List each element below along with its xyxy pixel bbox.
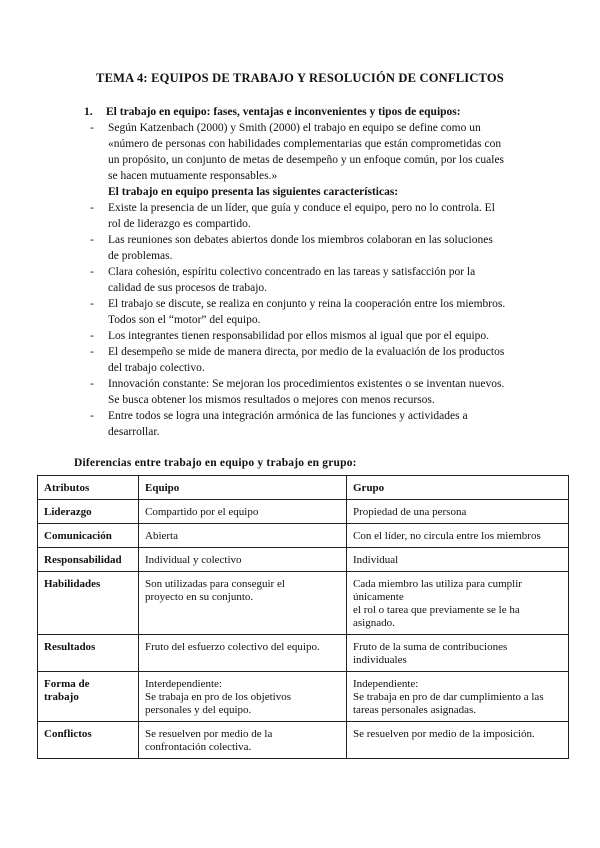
- cell-line: Con el líder, no circula entre los miembros: [353, 530, 541, 542]
- header-equipo: Equipo: [139, 476, 347, 500]
- list-item: [84, 296, 524, 328]
- cell-line: Resultados: [44, 641, 96, 653]
- list-item: [84, 376, 524, 408]
- table-row: [38, 672, 569, 722]
- cell-line: Independiente:: [353, 678, 419, 690]
- section-heading-text: El trabajo en equipo: fases, ventajas e inconvenientes y tipos de equipos:: [106, 106, 461, 118]
- bullet-dash: -: [90, 410, 94, 422]
- list-item-line: Todos son el “motor” del equipo.: [108, 314, 261, 326]
- list-item-line: Se busca obtener los mismos resultados o mejores con menos recursos.: [108, 394, 435, 406]
- table-header-row: [38, 476, 569, 500]
- cell-line: únicamente: [353, 591, 404, 603]
- cell-grupo: [347, 524, 569, 548]
- cell-line: el rol o tarea que previamente se le ha: [353, 604, 520, 616]
- cell-line: Comunicación: [44, 530, 112, 542]
- cell-grupo: [347, 572, 569, 635]
- list-item: [84, 200, 524, 232]
- cell-attribute: [38, 722, 139, 759]
- cell-line: personales y del equipo.: [145, 704, 252, 716]
- list-item-line: Los integrantes tienen responsabilidad por ellos mismos al igual que por el equipo.: [108, 330, 490, 342]
- header-atributos: Atributos: [38, 476, 139, 500]
- cell-grupo: [347, 672, 569, 722]
- table-row: [38, 722, 569, 759]
- cell-line: confrontación colectiva.: [145, 741, 252, 753]
- list-item-line: El trabajo se discute, se realiza en conjunto y reina la cooperación entre los miembros.: [108, 298, 506, 310]
- cell-grupo: [347, 722, 569, 759]
- bullet-dash: -: [90, 330, 94, 342]
- cell-line: individuales: [353, 654, 407, 666]
- cell-line: Fruto del esfuerzo colectivo del equipo.: [145, 641, 320, 653]
- intro-line: un propósito, un conjunto de metas de desempeño y un enfoque común, por los cuales: [108, 154, 505, 166]
- cell-line: Liderazgo: [44, 506, 92, 518]
- cell-line: Habilidades: [44, 578, 101, 590]
- table-row: [38, 500, 569, 524]
- list-item-line: del trabajo colectivo.: [108, 362, 205, 374]
- characteristics-heading: El trabajo en equipo presenta las siguientes características:: [108, 186, 399, 198]
- table-row: [38, 635, 569, 672]
- cell-line: Se trabaja en pro de dar cumplimiento a las: [353, 691, 544, 703]
- cell-line: Se resuelven por medio de la: [145, 728, 273, 740]
- cell-equipo: [139, 672, 347, 722]
- list-item-line: Clara cohesión, espíritu colectivo concentrado en las tareas y satisfacción por la: [108, 266, 476, 278]
- cell-line: Cada miembro las utiliza para cumplir: [353, 578, 522, 590]
- cell-line: Son utilizadas para conseguir el: [145, 578, 285, 590]
- intro-line: se hacen mutuamente responsables.»: [108, 170, 278, 182]
- list-item-line: desarrollar.: [108, 426, 160, 438]
- list-item-line: Innovación constante: Se mejoran los procedimientos existentes o se inventan nuevos.: [108, 378, 505, 390]
- table-row: [38, 572, 569, 635]
- cell-line: Se trabaja en pro de los objetivos: [145, 691, 292, 703]
- cell-line: Propiedad de una persona: [353, 506, 467, 518]
- section-1: [84, 104, 524, 440]
- table-row: [38, 548, 569, 572]
- cell-line: Forma de: [44, 678, 90, 690]
- differences-table: [37, 475, 569, 759]
- cell-grupo: [347, 635, 569, 672]
- cell-line: Individual y colectivo: [145, 554, 242, 566]
- cell-equipo: [139, 500, 347, 524]
- cell-attribute: [38, 572, 139, 635]
- cell-line: proyecto en su conjunto.: [145, 591, 254, 603]
- list-item-line: Existe la presencia de un líder, que guía y conduce el equipo, pero no lo controla. El: [108, 202, 495, 214]
- cell-grupo: [347, 548, 569, 572]
- bullet-dash: -: [90, 346, 94, 358]
- cell-grupo: [347, 500, 569, 524]
- cell-equipo: [139, 722, 347, 759]
- cell-line: asignado.: [353, 617, 395, 629]
- list-item-line: rol de liderazgo es compartido.: [108, 218, 251, 230]
- cell-line: Fruto de la suma de contribuciones: [353, 641, 508, 653]
- cell-equipo: [139, 524, 347, 548]
- list-item: [84, 264, 524, 296]
- bullet-dash: -: [90, 122, 94, 134]
- cell-line: Interdependiente:: [145, 678, 222, 690]
- cell-equipo: [139, 572, 347, 635]
- list-item: [84, 408, 524, 440]
- intro-bullet: [84, 120, 524, 184]
- list-item-line: Entre todos se logra una integración armónica de las funciones y actividades a: [108, 410, 468, 422]
- cell-attribute: [38, 548, 139, 572]
- bullet-dash: -: [90, 234, 94, 246]
- list-item: [84, 328, 524, 344]
- table-title: Diferencias entre trabajo en equipo y trabajo en grupo:: [74, 457, 357, 469]
- cell-line: Conflictos: [44, 728, 92, 740]
- cell-attribute: [38, 524, 139, 548]
- list-item: [84, 232, 524, 264]
- bullet-dash: -: [90, 298, 94, 310]
- bullet-dash: -: [90, 266, 94, 278]
- header-grupo: Grupo: [347, 476, 569, 500]
- bullet-dash: -: [90, 378, 94, 390]
- list-item: [84, 344, 524, 376]
- cell-line: Abierta: [145, 530, 178, 542]
- section-number: 1.: [84, 106, 93, 118]
- section-heading: [84, 104, 524, 120]
- cell-attribute: [38, 500, 139, 524]
- cell-attribute: [38, 672, 139, 722]
- cell-line: Compartido por el equipo: [145, 506, 259, 518]
- cell-line: trabajo: [44, 691, 79, 703]
- cell-line: Se resuelven por medio de la imposición.: [353, 728, 535, 740]
- characteristics-list: [84, 200, 524, 440]
- cell-equipo: [139, 548, 347, 572]
- cell-equipo: [139, 635, 347, 672]
- intro-line: Según Katzenbach (2000) y Smith (2000) el trabajo en equipo se define como un: [108, 122, 481, 134]
- list-item-line: El desempeño se mide de manera directa, por medio de la evaluación de los productos: [108, 346, 505, 358]
- list-item-line: calidad de sus procesos de trabajo.: [108, 282, 268, 294]
- cell-line: Responsabilidad: [44, 554, 122, 566]
- cell-attribute: [38, 635, 139, 672]
- page-title: TEMA 4: EQUIPOS DE TRABAJO Y RESOLUCIÓN DE CONFLICTOS: [96, 71, 504, 85]
- intro-line: «número de personas con habilidades complementarias que están comprometidas con: [108, 138, 502, 150]
- bullet-dash: -: [90, 202, 94, 214]
- cell-line: Individual: [353, 554, 399, 566]
- table-row: [38, 524, 569, 548]
- list-item-line: Las reuniones son debates abiertos donde los miembros colaboran en las soluciones: [108, 234, 493, 246]
- cell-line: tareas personales asignadas.: [353, 704, 477, 716]
- list-item-line: de problemas.: [108, 250, 173, 262]
